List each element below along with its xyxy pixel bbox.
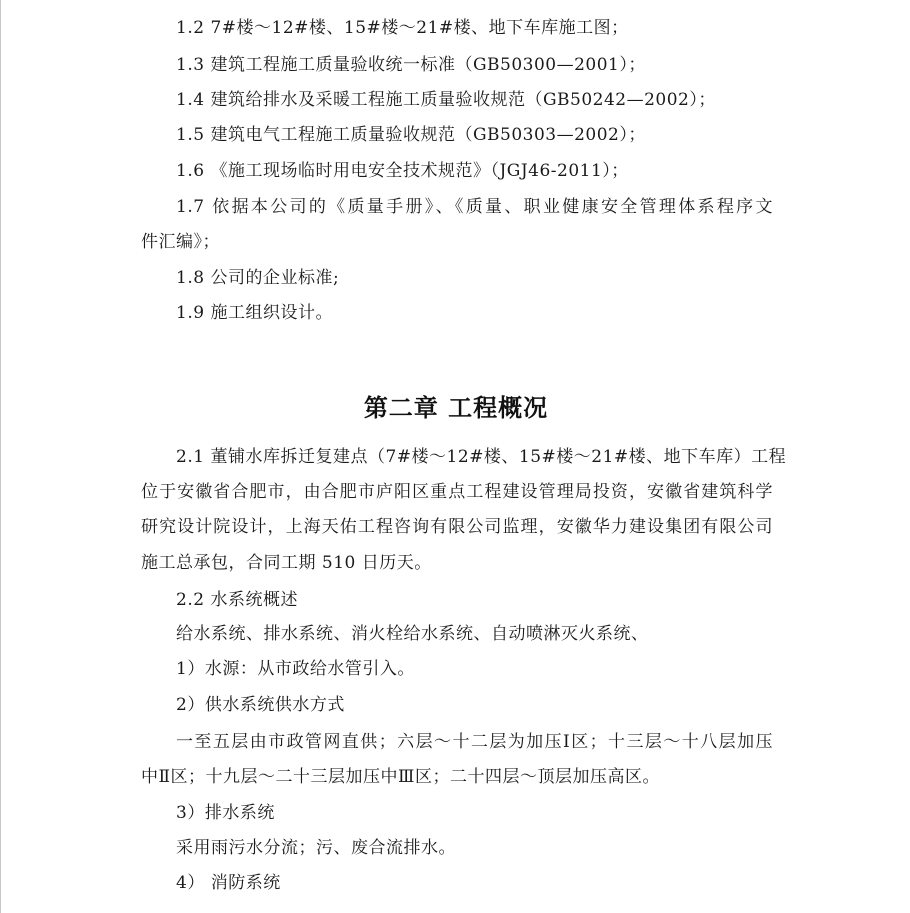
supply-mode-heading: 2）供水系统供水方式	[176, 695, 345, 715]
fire-protection-heading: 4） 消防系统	[176, 873, 281, 893]
list-item-1-2: 1.2 7#楼～12#楼、15#楼～21#楼、地下车库施工图；	[176, 18, 629, 38]
supply-mode-line-2: 中Ⅱ区；十九层～二十三层加压中Ⅲ区；二十四层～顶层加压高区。	[141, 767, 660, 787]
list-item-1-5: 1.5 建筑电气工程施工质量验收规范（GB50303—2002）；	[176, 125, 646, 145]
systems-list: 给水系统、排水系统、消火栓给水系统、自动喷淋灭火系统、	[176, 624, 649, 644]
list-item-1-7: 1.7 依据本公司的《质量手册》、《质量、职业健康安全管理体系程序文	[176, 197, 773, 217]
paragraph-2-1-line-1: 2.1 董铺水库拆迁复建点（7#楼～12#楼、15#楼～21#楼、地下车库）工程	[176, 447, 787, 467]
list-item-1-6: 1.6 《施工现场临时用电安全技术规范》（JGJ46-2011）；	[176, 161, 629, 181]
drainage-heading: 3）排水系统	[176, 803, 275, 823]
list-item-1-8: 1.8 公司的企业标准;	[176, 268, 340, 288]
list-item-1-4: 1.4 建筑给排水及采暖工程施工质量验收规范（GB50242—2002）；	[176, 90, 716, 110]
water-source: 1）水源：从市政给水管引入。	[176, 659, 415, 679]
supply-mode-line-1: 一至五层由市政管网直供；六层～十二层为加压Ⅰ区；十三层～十八层加压	[176, 732, 773, 752]
drainage-text: 采用雨污水分流；污、废合流排水。	[176, 838, 456, 858]
paragraph-2-1-line-3: 研究设计院设计，上海天佑工程咨询有限公司监理，安徽华力建设集团有限公司	[141, 517, 773, 537]
section-heading-2-2: 2.2 水系统概述	[176, 590, 298, 610]
list-item-1-9: 1.9 施工组织设计。	[176, 303, 333, 323]
list-item-1-3: 1.3 建筑工程施工质量验收统一标准（GB50300—2001）；	[176, 55, 646, 75]
paragraph-2-1-line-4: 施工总承包，合同工期 510 日历天。	[141, 553, 432, 573]
chapter-title: 第二章 工程概况	[363, 394, 549, 422]
paragraph-2-1-line-2: 位于安徽省合肥市，由合肥市庐阳区重点工程建设管理局投资，安徽省建筑科学	[141, 482, 773, 502]
list-item-1-7-continued: 件汇编》；	[141, 232, 220, 252]
